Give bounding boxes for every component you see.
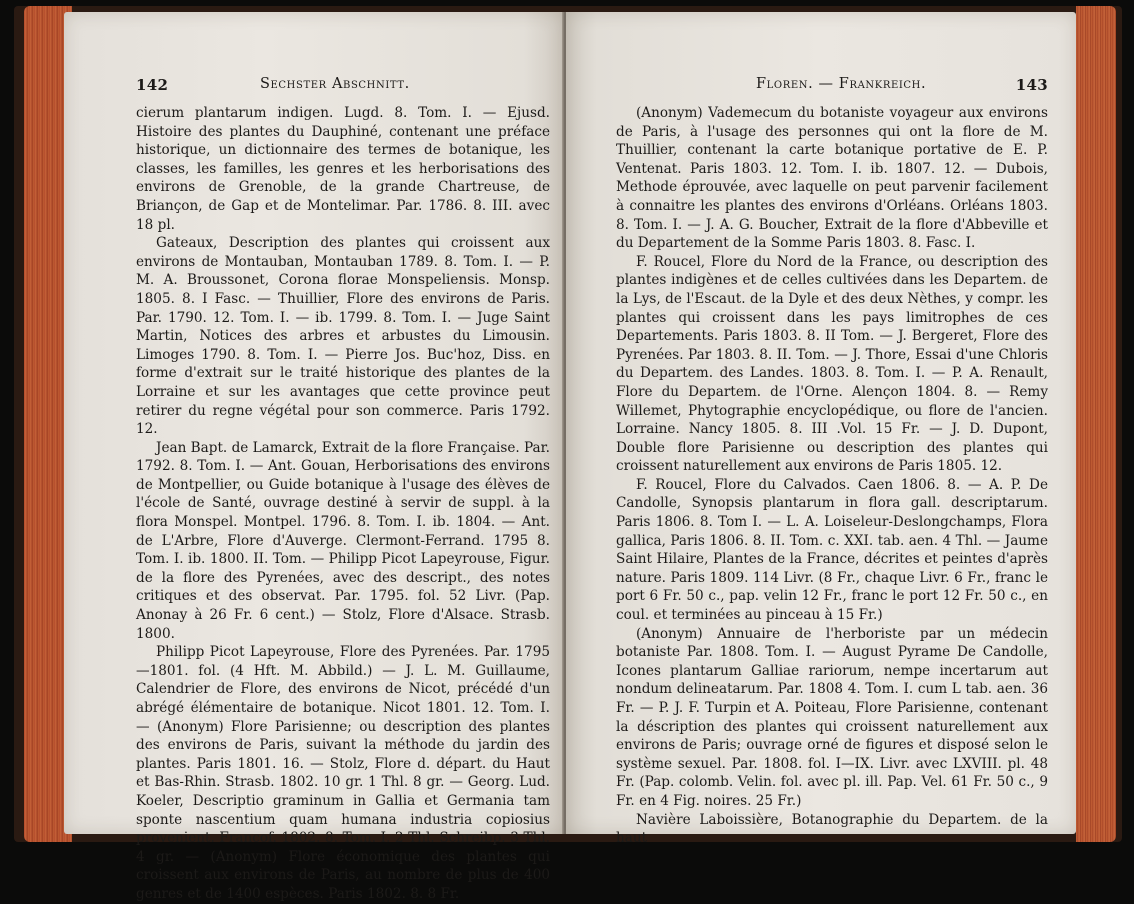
right-paragraph-3: F. Roucel, Flore du Calvados. Caen 1806. 8. — A. P. De Candolle, Synopsis plantarum in flora gall. descriptarum. Paris 1806. 8. Tom I. — L. A. Loiseleur-Deslongchamps, Flora gallica, Paris 1806. 8. II. Tom. c. XXI. tab. aen. 4 Thl. — Jaume Saint Hilaire, Plantes de la France, décrites et peintes d'après nature. Paris 1809. 114 Livr. (8 Fr., chaque Livr. 6 Fr., franc le port 6 Fr. 50 c., pap. velin 12 Fr., franc le port 12 Fr. 50 c., en coul. et terminées au pinceau à 15 Fr.) [616,476,1048,624]
right-paragraph-2: F. Roucel, Flore du Nord de la France, ou description des plantes indigènes et de celles cultivées dans les Departem. de la Lys, de l'Escaut. de la Dyle et des deux Nèthes, y compr. les plantes qui croissent dans les pays limitrophes de ces Departements. Paris 1803. 8. II Tom. — J. Bergeret, Flore des Pyrenées. Par 1803. 8. II. Tom. — J. Thore, Essai d'une Chloris du Departem. des Landes. 1803. 8. Tom. I. — P. A. Renault, Flore du Departem. de l'Orne. Alençon 1804. 8. — Remy Willemet, Phytographie encyclopédique, ou flore de l'ancien. Lorraine. Nancy 1805. 8. III .Vol. 15 Fr. — J. D. Dupont, Double flore Parisienne ou description des plantes qui croissent naturellement aux environs de Paris 1805. 12. [616,253,1048,475]
left-page-header [136,76,550,94]
left-page [64,12,564,902]
open-book [14,6,1122,902]
right-page-body [616,104,1048,848]
left-paragraph-1: cierum plantarum indigen. Lugd. 8. Tom. I. — Ejusd. Histoire des plantes du Dauphiné, contenant une préface historique, un dictionnaire des termes de botanique, les classes, les familles, les genres et les herborisations des environs de Grenoble, de la grande Chartreuse, de Briançon, de Gap et de Montelimar. Par. 1786. 8. III. avec 18 pl. [136,105,550,233]
left-page-number: 142 [136,76,169,94]
right-page-edges [1076,6,1116,842]
right-paragraph-4: (Anonym) Annuaire de l'herboriste par un médecin botaniste Par. 1808. Tom. I. — August Pyrame De Candolle, Icones plantarum Galliae rariorum, nempe incertarum aut nondum delineatarum. Par. 1808 4. Tom. I. cum L tab. aen. 36 Fr. — P. J. F. Turpin et A. Poiteau, Flore Parisienne, contenant la déscription des plantes qui croissent naturellement aux environs de Paris; ouvrage orné de figures et disposé selon le système sexuel. Par. 1808. fol. I—IX. Livr. avec LXVIII. pl. 48 Fr. (Pap. colomb. Velin. fol. avec pl. ill. Pap. Vel. 61 Fr. 50 c., 9 Fr. en 4 Fig. noires. 25 Fr.) [616,625,1048,809]
left-paragraph-3: Jean Bapt. de Lamarck, Extrait de la flore Française. Par. 1792. 8. Tom. I. — Ant. Gouan, Herborisations des environs de Montpellier, ou Guide botanique à l'usage des élèves de l'école de Santé, ouvrage destiné à servir de suppl. à la flora Monspel. Montpel. 1796. 8. Tom. I. ib. 1804. — Ant. de L'Arbre, Flore d'Auverge. Clermont-Ferrand. 1795 8. Tom. I. ib. 1800. II. Tom. — Philipp Picot Lapeyrouse, Figur. de la flore des Pyrenées, avec des descript., des notes critiques et des observat. Par. 1795. fol. 52 Livr. (Pap. Anonay à 26 Fr. 6 cent.) — Stolz, Flore d'Alsace. Strasb. 1800. [136,439,550,642]
right-paragraph-1: (Anonym) Vademecum du botaniste voyageur aux environs de Paris, à l'usage des personnes qui ont la flore de M. Thuillier, contenant la carte botanique portative de E. P. Ventenat. Paris 1803. 12. Tom. I. ib. 1807. 12. — Dubois, Methode éprouvée, avec laquelle on peut parvenir facilement à connaitre les plantes des environs d'Orléans. Orléans 1803. 8. Tom. I. — J. A. G. Boucher, Extrait de la flore d'Abbeville et du Departement de la Somme Paris 1803. 8. Fasc. I. [616,105,1048,252]
right-page [566,12,1076,847]
left-paragraph-4: Philipp Picot Lapeyrouse, Flore des Pyrenées. Par. 1795—1801. fol. (4 Hft. M. Abbild.) — J. L. M. Guillaume, Calendrier de Flore, des environs de Nicot, précédé d'un abrégé élémentaire de botanique. Nicot 1801. 12. Tom. I. — (Anonym) Flore Parisienne; ou description des plantes des environs de Paris, suivant la méthode du jardin des plantes. Paris 1801. 16. — Stolz, Flore d. départ. du Haut et Bas-Rhin. Strasb. 1802. 10 gr. 1 Thl. 8 gr. — Georg. Lud. Koeler, Descriptio graminum in Gallia et Germania tam sponte nascentium quam humana industria copiosius provenient. Francof. 1802. 8. Tom. I. 2 Thl. Schreibp. 3 Thl. 4 gr. — (Anonym) Flore économique des plantes qui croissent aux environs de Paris, au nombre de plus de 400 genres et de 1400 espèces. Paris 1802. 8. 8 Fr. [136,644,550,902]
left-running-head: Sechster Abschnitt. [260,76,410,92]
left-paragraph-2: Gateaux, Description des plantes qui croissent aux environs de Montauban, Montauban 1789. 8. Tom. I. — P. M. A. Broussonet, Corona florae Monspeliensis. Monsp. 1805. 8. I Fasc. — Thuillier, Flore des environs de Paris. Par. 1790. 12. Tom. I. — ib. 1799. 8. Tom. I. — Juge Saint Martin, Notices des arbres et arbustes du Limousin. Limoges 1790. 8. Tom. I. — Pierre Jos. Buc'hoz, Diss. en forme d'extrait sur le traité historique des plantes de la Lorraine et sur les avantages que cette province peut retirer du regne végétal pour son commerce. Paris 1792. 12. [136,235,550,438]
right-paragraph-5: Navière Laboissière, Botanographie du Departem. de la haut [616,811,1048,847]
right-page-number: 143 [1015,76,1048,94]
right-running-head: Floren. — Frankreich. [756,76,927,92]
left-page-body [136,104,550,904]
